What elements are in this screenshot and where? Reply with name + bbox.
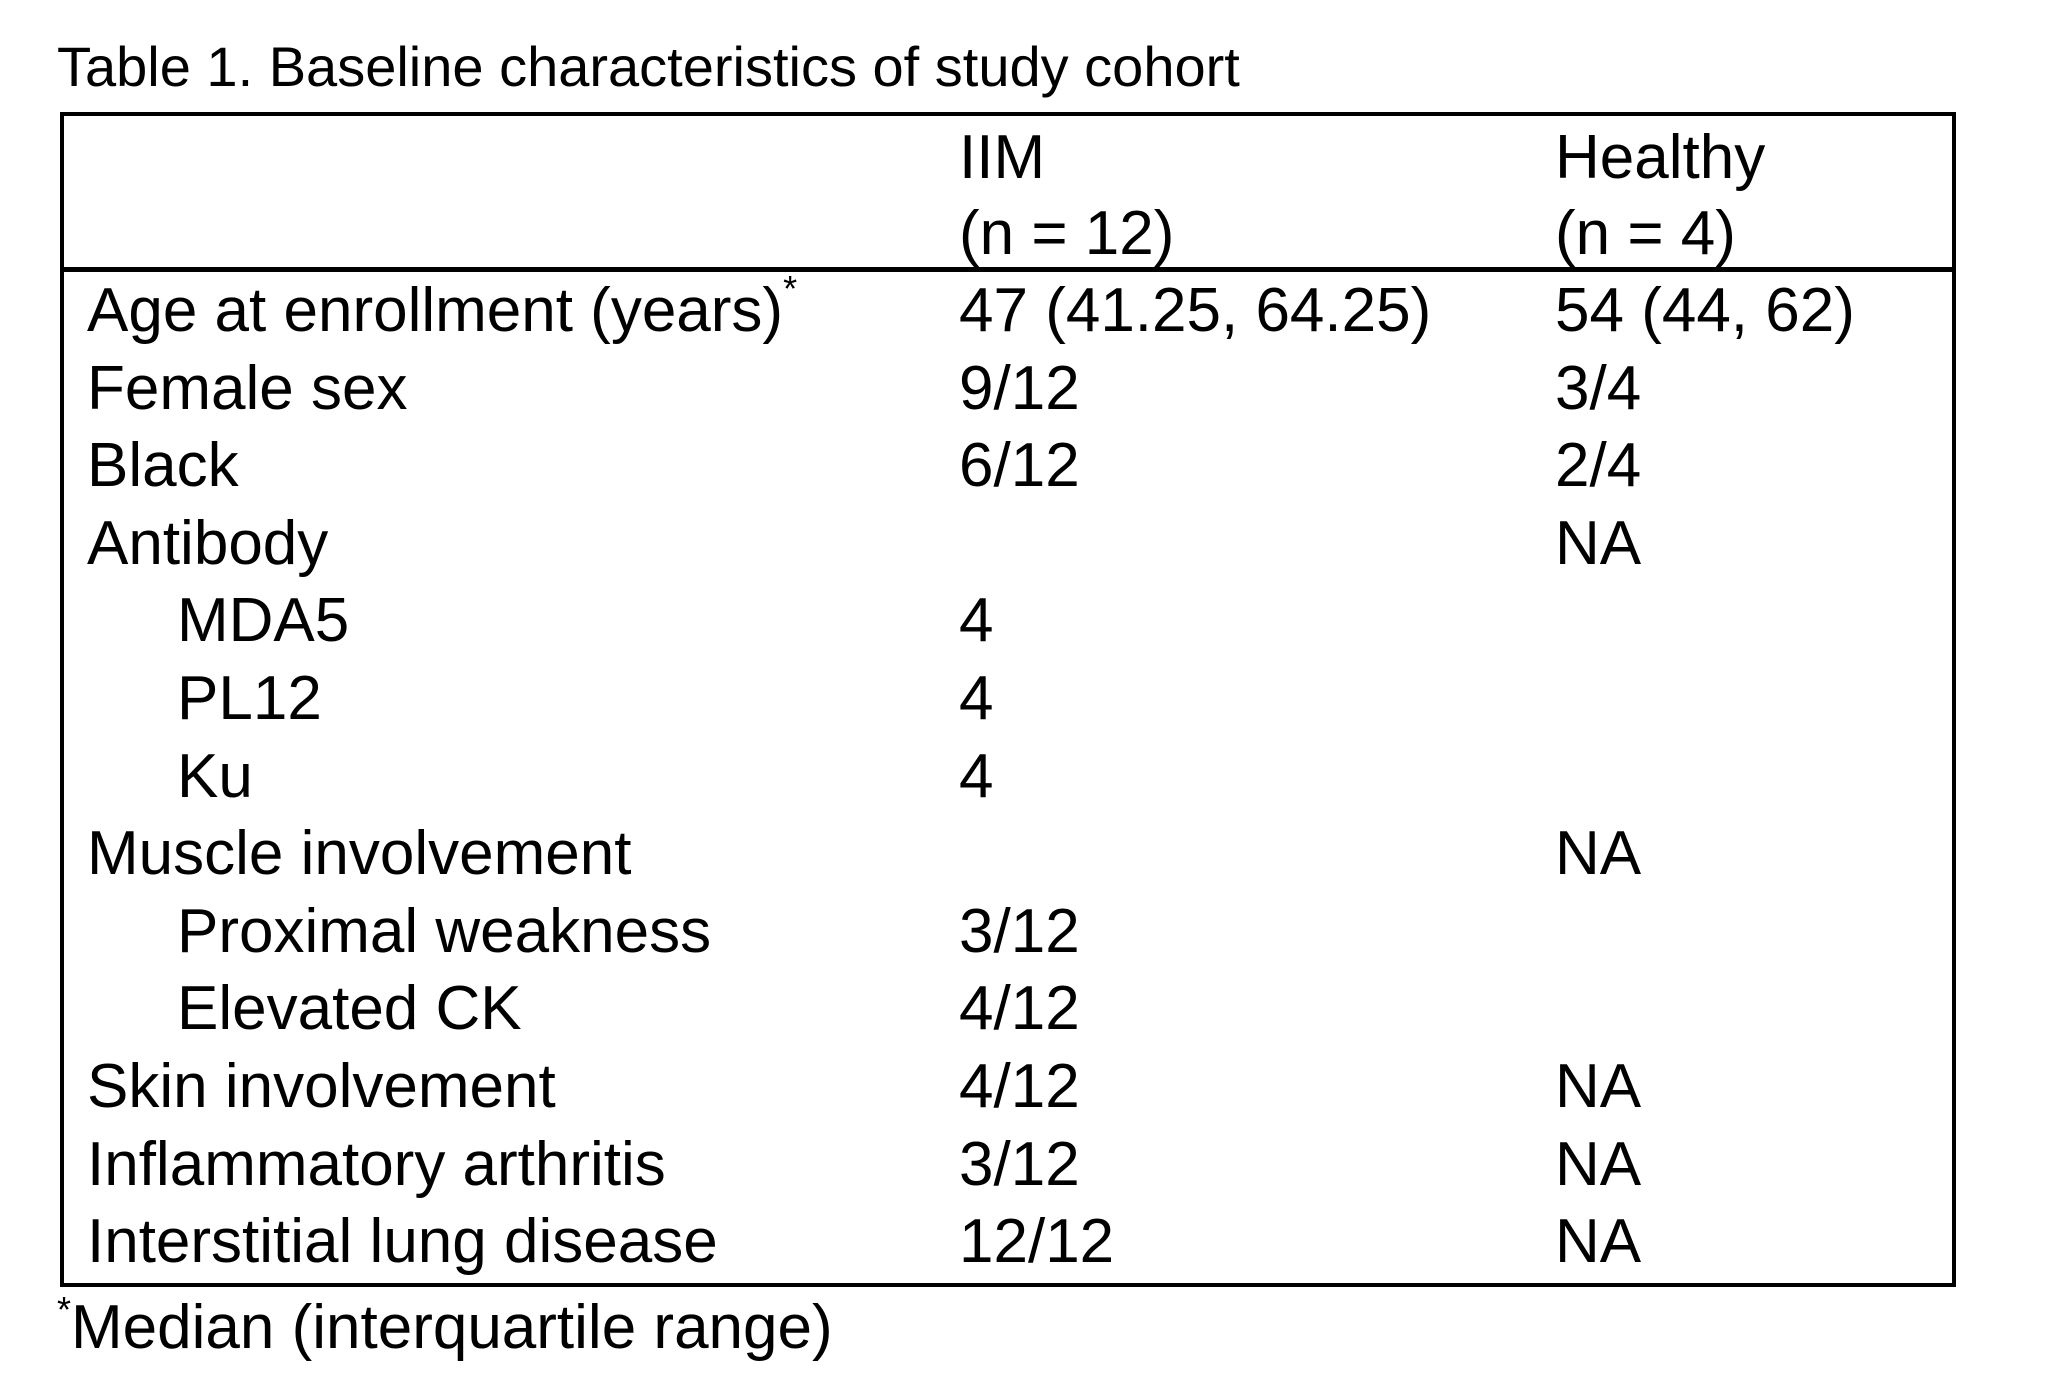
iim-value-cell: 3/12 — [959, 896, 1080, 966]
header-healthy-count: (n = 4) — [1555, 199, 1736, 268]
table-row — [64, 738, 1952, 816]
row-label-cell — [64, 268, 959, 350]
row-label-cell — [64, 893, 959, 971]
table-row — [64, 350, 1952, 428]
table-row — [64, 268, 1952, 350]
iim-value-cell — [959, 815, 1555, 893]
baseline-characteristics-table — [60, 112, 1956, 1287]
healthy-value-cell: 54 (44, 62) — [1555, 276, 1855, 345]
table-row — [64, 815, 1952, 893]
healthy-value-cell: NA — [1555, 508, 1642, 578]
healthy-value-cell: NA — [1555, 1051, 1642, 1121]
header-iim-label: IIM — [959, 123, 1046, 192]
row-label-cell — [64, 505, 959, 583]
table-row — [64, 1048, 1952, 1126]
row-label-cell — [64, 582, 959, 660]
iim-value-cell: 4/12 — [959, 974, 1080, 1044]
row-label: MDA5 — [177, 586, 350, 656]
iim-value-cell: 6/12 — [959, 431, 1080, 501]
row-label: Proximal weakness — [177, 896, 712, 966]
iim-value-cell — [959, 505, 1555, 583]
header-cell-healthy — [1555, 116, 1952, 272]
row-label-cell — [64, 660, 959, 738]
row-label: Age at enrollment (years) — [87, 276, 784, 345]
iim-value-cell: 12/12 — [959, 1207, 1115, 1277]
row-label-superscript: * — [783, 268, 798, 309]
iim-value-cell: 4/12 — [959, 1051, 1080, 1121]
header-healthy-label: Healthy — [1555, 123, 1766, 192]
iim-value-cell: 47 (41.25, 64.25) — [959, 276, 1432, 345]
row-label: Antibody — [87, 508, 329, 578]
healthy-value-cell — [1555, 970, 1952, 1048]
row-label: Muscle involvement — [87, 819, 632, 889]
row-label-cell — [64, 1203, 959, 1281]
row-label: Ku — [177, 741, 253, 811]
healthy-value-cell: 3/4 — [1555, 353, 1642, 423]
row-label-cell — [64, 427, 959, 505]
table-row — [64, 505, 1952, 583]
healthy-value-cell: NA — [1555, 1207, 1642, 1277]
table-row — [64, 1203, 1952, 1281]
table-row — [64, 582, 1952, 660]
row-label: Black — [87, 431, 239, 501]
table-header-row — [64, 116, 1952, 272]
table-row — [64, 893, 1952, 971]
footnote-text: Median (interquartile range) — [71, 1293, 833, 1362]
header-iim-count: (n = 12) — [959, 199, 1175, 268]
footnote-marker: * — [57, 1289, 72, 1330]
row-label-cell — [64, 1048, 959, 1126]
healthy-value-cell — [1555, 893, 1952, 971]
iim-value-cell: 9/12 — [959, 353, 1080, 423]
table-row — [64, 427, 1952, 505]
healthy-value-cell: 2/4 — [1555, 431, 1642, 501]
healthy-value-cell — [1555, 738, 1952, 816]
row-label: Skin involvement — [87, 1051, 556, 1121]
row-label: Elevated CK — [177, 974, 522, 1044]
row-label: Female sex — [87, 353, 408, 423]
table-row — [64, 660, 1952, 738]
iim-value-cell: 3/12 — [959, 1129, 1080, 1199]
row-label-cell — [64, 738, 959, 816]
row-label: PL12 — [177, 663, 322, 733]
row-label: Inflammatory arthritis — [87, 1129, 666, 1199]
row-label: Interstitial lung disease — [87, 1207, 718, 1277]
healthy-value-cell — [1555, 582, 1952, 660]
row-label-cell — [64, 970, 959, 1048]
row-label-cell — [64, 815, 959, 893]
row-label-cell — [64, 1126, 959, 1204]
row-label-cell — [64, 350, 959, 428]
iim-value-cell: 4 — [959, 586, 994, 656]
healthy-value-cell: NA — [1555, 819, 1642, 889]
header-cell-iim — [959, 116, 1555, 272]
table-title: Table 1. Baseline characteristics of study cohort — [57, 35, 1240, 98]
table-footnote — [57, 1289, 833, 1364]
table-row — [64, 1126, 1952, 1204]
iim-value-cell: 4 — [959, 741, 994, 811]
healthy-value-cell: NA — [1555, 1129, 1642, 1199]
header-cell-empty — [64, 116, 959, 272]
healthy-value-cell — [1555, 660, 1952, 738]
table-body — [64, 268, 1952, 1283]
iim-value-cell: 4 — [959, 663, 994, 733]
table-row — [64, 970, 1952, 1048]
